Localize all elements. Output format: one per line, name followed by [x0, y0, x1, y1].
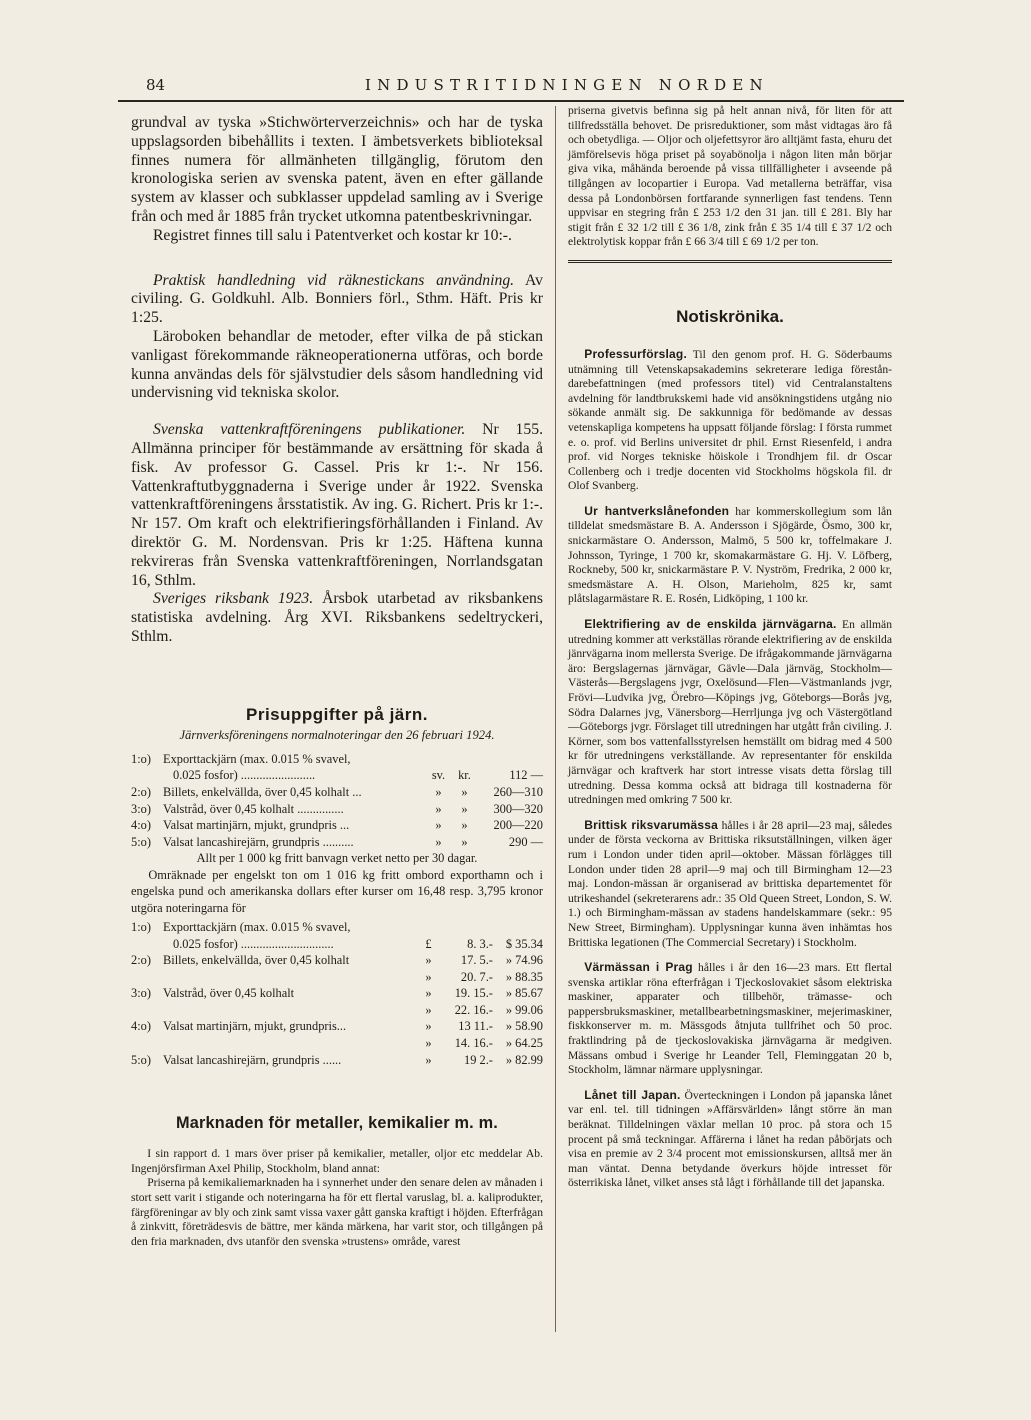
table-row: 4:o) Valsat martinjärn, mjukt, grundpris ... » » 200—220	[131, 818, 543, 833]
notis-item-text: Til den genom prof. H. G. Söderbaums utnämning till Vetenskapsakademins sekreterare lediga förestån-darebefattningen (med professors titel) vid Centralanstaltens avdelning för landtbrukskemi hade vid ansökningstidens utgång nio sökande anmält sig. De sakkunniga för bedömande av dessas vetenskapliga kompetens ha uppsatt följande förslag: I första rummet e. o. prof. vid Berlins universitet dr phil. Ernst Riesenfeld, i andra prof. vid Norges tekniske höiskole i Trondhjem fil. dr Oscar Collenberg och i tredje docenten vid Stockholms högskola fil. dr Olof Svanberg.	[568, 347, 892, 493]
price-table-sek	[131, 751, 543, 851]
book-review-vattenkraft	[131, 421, 543, 590]
notis-item	[568, 504, 892, 607]
table-row: 5:o) Valsat lancashirejärn, grundpris ...... » 19 2.- » 82.99	[131, 1052, 543, 1067]
notis-item-lead: Professurförslag.	[584, 346, 687, 361]
market-report-continued: priserna givetvis befinna sig på helt annan nivå, för liten för att tillfredsställa behovet. De prisreduktioner, som måst vidtagas äro få och obetydliga. — Oljor och oljefettsyror äro alltjämt fasta, ehuru det jämförelsevis höga priset på soyabönolja i någon liten mån börjar giva vika, måhända beroende på vissa tillfälligheter i avseende på tillgången av locopartier i Europa. Vad metallerna beträffar, visa dessa på Londonbörsen fortfarande synnerligen fast tendens. Tenn uppvisar en stegring från £ 253 1/2 den 31 jan. till £ 281. Bly har stigit från £ 32 1/2 till £ 36 1/8, zink från £ 35 1/4 till £ 37 1/2 och elektrolytisk koppar från £ 66 3/4 till £ 69 1/2 per ton.	[568, 104, 892, 249]
book-title: Praktisk handledning vid räknestickans användning.	[152, 271, 515, 289]
book-review-riksbank	[131, 590, 543, 646]
notis-item-lead: Ur hantverkslånefonden	[584, 503, 730, 518]
notis-item-text: En allmän utredning kommer att verkställas rörande elektrifiering av de enskilda jänrvägarna inom mellersta Sverige. De ifrågakommande järnvägarna äro: Bergslagernas järnvägar, Gävle—Dala järnväg, Stockholm—Västerås—Bergslagens jvgr, Oxelösund—Flen—Västmanlands jvgr, Frövi—Ludvika jvg, Örebro—Köpings jvg, Göteborgs—Borås jvg, Södra Dalarnes jvg, Vänersborg—Herrljunga jvg och Västergötland—Göteborgs jvgr. Förslaget till utredningen har utgått från civiling. J. Körner, som bos vattenfallsstyrelsen hemställt om bidrag med 4 500 kr för utredningens verkställande. Av representanter för enskilda järnvägar och kraftverk har stort intresse visats detta förslag till utredning. Dessa komma också att bidraga till kostnaderna för utredningen med omkring 7 500 kr.	[568, 618, 892, 807]
notis-item	[568, 818, 892, 950]
market-heading: Marknaden för metaller, kemikalier m. m.	[175, 1114, 498, 1133]
book-review-text: Läroboken behandlar de metoder, efter vilka de på stickan vanligast förekommande räkneoperationerna utföras, och borde kunna användas dels för självstudier dels såsom handledning vid undervisning vid tekniska skolor.	[131, 327, 543, 402]
prices-heading: Prisuppgifter på järn.	[246, 704, 428, 724]
prices-note-conversion: Omräknade per engelskt ton om 1 016 kg fritt ombord exporthamn och i engelska pund och amerikanska dollars efter kurser om 16,48 resp. 3,795 kronor utgöra noteringarna för	[131, 867, 543, 915]
table-row: 2:o) Billets, enkelvällda, över 0,45 kolhalt ... » » 260—310	[131, 784, 543, 799]
notis-item	[568, 1088, 892, 1191]
book-title: Svenska vattenkraftföreningens publikationer.	[152, 421, 466, 439]
table-row: 1:o) Exporttackjärn (max. 0.015 % svavel,	[131, 751, 351, 766]
book-info: Årsbok utarbetad av riksbankens statistiska avdelning. Årg XVI. Riksbankens sedeltryckeri, Sthlm.	[131, 590, 544, 645]
running-head: INDUSTRITIDNINGEN NORDEN	[365, 76, 769, 94]
notis-item-lead: Värmässan i Prag	[584, 960, 693, 975]
section-rule	[568, 260, 892, 263]
table-row: 5:o) Valsat lancashirejärn, grundpris .......... » » 290 —	[131, 834, 543, 849]
market-intro: I sin rapport d. 1 mars över priser på kemikalier, metaller, oljor etc meddelar Ab. Ingenjörsfirman Axel Philip, Stockholm, bland annat:	[131, 1147, 543, 1175]
registry-paragraph: Registret finnes till salu i Patentverket och kostar kr 10:-.	[152, 226, 512, 244]
notis-item-text: hålles i år den 16—23 mars. Ett flertal svenska artiklar röna efterfrågan i Tjeckoslovakiet såsom elektriska maskiner, apparater och tillbehör, trämasse- och pappersbruksmaskiner, metallbearbetningsmaskiner, mejerimaskiner, fiskkonserver m. m. Mässgods åtnjuta tullfrihet och 50 proc. fraktlindring på de tjeckoslovakiska järnvägarna är medgiven. Mässans ombud i Sverige hr Leander Tell, Fleminggatan 20 b, Stockholm, lämnar närmare upplysningar.	[568, 961, 892, 1077]
table-row: 4:o) Valsat martinjärn, mjukt, grundpris... » 13 11.- » 58.90	[131, 1019, 543, 1034]
book-title: Sveriges riksbank 1923.	[152, 590, 314, 608]
book-review-slide-rule	[131, 272, 543, 328]
header-rule	[118, 100, 904, 102]
table-row: 3:o) Valstråd, över 0,45 kolhalt ............... » » 300—320	[131, 801, 543, 816]
notis-item-lead: Elektrifiering av de enskilda järnvägarna.	[584, 617, 837, 632]
prices-note-net: Allt per 1 000 kg fritt banvagn verket netto per 30 dagar.	[196, 851, 478, 866]
notis-item-text: hålles i år 28 april—23 maj, således under de första veckorna av Brittiska riksutställningen, vilken äger rum i London under tiden april—oktober. Mässan förlägges till London under tiden 28 april—9 maj och till Birmingham 12—23 maj. London-mässan är organiserad av brittiska departementet för utrikeshandel (sekreterarens adr.: 35 Old Queen Street, London, S. W. 1.) och Birmingham-mässan av stadens handelskammare (sekr.: 95 New Street, Birmingham). Upplysningar kunna även inhämtas hos Brittiska legationen (The Commercial Secretary) i Stockholm.	[568, 818, 892, 949]
table-row: 0.025 fosfor) ........................ sv. kr. 112 —	[173, 768, 543, 783]
table-row: 3:o) Valstråd, över 0,45 kolhalt » 19. 15.- » 85.67	[131, 986, 543, 1001]
price-table-gbp-usd	[131, 919, 543, 1068]
notis-item	[568, 347, 892, 494]
market-report: Priserna på kemikaliemarknaden ha i synnerhet under den senare delen av månaden i stort sett varit i stigande och noteringarna ha för ett flertal varuslag, bl. a. kaliprodukter, färgföreningar av bly och zink samt vissa vaxer gått ganska kraftigt i höjden. Efterfrågan å zinkvitt, företrädesvis de bättre, mer kända märkena, har varit stor, och tillgången på den fria marknaden, dvs utanför den svenska »trustens» område, varest	[131, 1176, 543, 1248]
table-row: 1:o) Exporttackjärn (max. 0.015 % svavel,	[131, 919, 351, 934]
notis-heading: Notiskrönika.	[676, 306, 784, 326]
notis-item-text: Överteckningen i London på japanska lånet var enl. tel. till tidningen »Affärsvärlden» långt större än man beräknat. Tilldelningen växlar mellan 10 proc. på stora och 15 procent på små teckningar. Affärerna i lånet ha redan påbörjats och visa en premie av 2 3/4 procent mot emissionskursen, alltså mer än man väntat. Denna betydande överkurs höjde intresset för österrikiska lånet, vilket anses stå lågt i förhållande till det japanska.	[568, 1088, 892, 1190]
notis-item	[568, 617, 892, 808]
table-row: » 20. 7.- » 88.35	[425, 969, 543, 984]
left-column	[131, 114, 543, 1249]
prices-subtitle: Järnverksföreningens normalnoteringar den 26 februari 1924.	[179, 727, 495, 742]
column-divider	[555, 106, 556, 1332]
book-info: Nr 155. Allmänna principer för bestämmande av ersättning för skada å fisk. Av professor G. Cassel. Pris kr 1:-. Nr 156. Vattenkraftutbyggnaderna i Sverige under år 1922. Svenska vattenkraftföreningens årsstatistik. Av ing. G. Richert. Pris kr 1:-. Nr 157. Om kraft och elektrifieringsförhållanden i Finland. Av direktör G. M. Nordensvan. Pris kr 1:25. Häftena kunna rekvireras från Svenska vattenkraftföreningen, Norrlandsgatan 16, Sthlm.	[131, 421, 543, 589]
notis-item-lead: Lånet till Japan.	[584, 1087, 681, 1102]
table-row: » 14. 16.- » 64.25	[425, 1036, 543, 1051]
notis-item-text: har kommerskollegium som lån tilldelat smedsmästare B. A. Andersson i Sjögärde, Ösmo, 300 kr, snickarmästare O. Andersson, Malmö, 5 500 kr, toffelmakare J. Johnsson, Tyringe, 1 700 kr, skomakarmästare G. Hj. V. Löfberg, Rockneby, 500 kr, snickarmästare P. V. Nyström, Fredrika, 2 000 kr, smedsmästare A. H. Olson, Marieholm, 825 kr, samt plåtslagarmästare R. E. Rosén, Lidköping, 1 100 kr.	[568, 504, 892, 606]
table-row: 0.025 fosfor) .............................. £ 8. 3.- $ 35.34	[173, 936, 543, 951]
right-column	[568, 104, 892, 1191]
page-number: 84	[146, 76, 166, 94]
book-info: Av civiling. G. Goldkuhl. Alb. Bonniers förl., Sthm. Häft. Pris kr 1:25.	[131, 271, 543, 327]
notis-item-lead: Brittisk riksvarumässa	[584, 817, 719, 832]
table-row: » 22. 16.- » 99.06	[425, 1002, 543, 1017]
table-row: 2:o) Billets, enkelvällda, över 0,45 kolhalt » 17. 5.- » 74.96	[131, 953, 543, 968]
intro-paragraph: grundval av tyska »Stichwörterverzeichnis» och har de tyska uppslagsorden bibehållits i texten. I ämbetsverkets biblioteksal finnes numera för allmänheten tillgänglig, förutom den kronologiska serien av svenska patent, även en efter gällande system av klasser och subklasser uppdelad samling av i Sverige från och med år 1885 från trycket utkomna patentbeskrivningar.	[131, 114, 543, 225]
notis-item	[568, 960, 892, 1078]
